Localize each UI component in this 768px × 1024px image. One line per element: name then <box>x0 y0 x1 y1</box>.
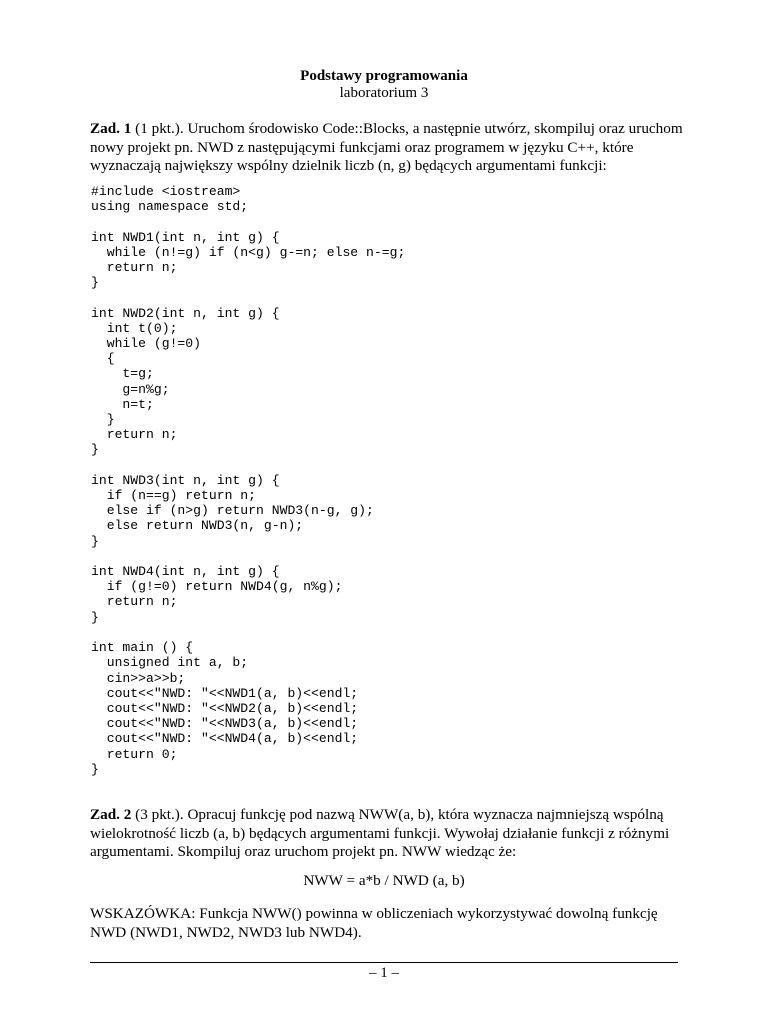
code-line: n=t; <box>91 396 154 412</box>
code-line: if (g!=0) return NWD4(g, n%g); <box>91 579 343 595</box>
code-line: } <box>91 533 99 549</box>
code-line: return n; <box>91 427 178 443</box>
hint-paragraph: WSKAZÓWKA: Funkcja NWW() powinna w obliczeniach wykorzystywać dowolną funkcję NWD (NWD1, NWD2, NWD3 lub NWD4). <box>90 905 658 941</box>
page-number: – 1 – <box>369 965 399 981</box>
code-line: g=n%g; <box>91 381 170 397</box>
code-line: { <box>91 351 115 367</box>
task-2-label: Zad. 2 <box>90 806 132 823</box>
code-line: while (n!=g) if (n<g) g-=n; else n-=g; <box>91 244 406 260</box>
code-line: t=g; <box>91 366 154 382</box>
footer-divider <box>90 962 678 963</box>
document-subtitle: laboratorium 3 <box>339 85 429 101</box>
task-1-paragraph <box>90 120 690 176</box>
code-line: cout<<"NWD: "<<NWD3(a, b)<<endl; <box>91 716 359 732</box>
code-line: cin>>a>>b; <box>91 670 186 686</box>
code-line: else if (n>g) return NWD3(n-g, g); <box>91 503 374 519</box>
code-listing <box>91 184 405 777</box>
code-line: #include <iostream> <box>91 184 241 199</box>
code-line: int t(0); <box>91 320 178 336</box>
document-title: Podstawy programowania <box>300 68 468 84</box>
code-line: int main () { <box>91 640 194 656</box>
code-line: else return NWD3(n, g-n); <box>91 518 304 534</box>
code-line: int NWD2(int n, int g) { <box>91 305 280 321</box>
code-line: cout<<"NWD: "<<NWD1(a, b)<<endl; <box>91 685 359 701</box>
task-2-paragraph <box>90 806 690 862</box>
task-1-label: Zad. 1 <box>90 120 132 137</box>
code-line: unsigned int a, b; <box>91 655 249 671</box>
code-line: int NWD4(int n, int g) { <box>91 564 280 580</box>
code-line: return n; <box>91 594 178 610</box>
code-line: while (g!=0) <box>91 336 202 352</box>
task-2-text: (3 pkt.). Opracuj funkcję pod nazwą NWW(a, b), która wyznacza najmniejszą wspólną wielokrotność liczb (a, b) będących argumentami funkcji. Wywołaj działanie funkcji z różnymi argumentami. Skompiluj oraz uruchom projekt pn. NWW wiedząc że: <box>90 806 670 860</box>
nww-formula: NWW = a*b / NWD (a, b) <box>303 872 465 889</box>
code-line: int NWD1(int n, int g) { <box>91 229 280 245</box>
code-line: cout<<"NWD: "<<NWD2(a, b)<<endl; <box>91 700 359 716</box>
task-1-text: (1 pkt.). Uruchom środowisko Code::Blocks, a następnie utwórz, skompiluj oraz uruchom nowy projekt pn. NWD z następującymi funkcjami oraz programem w języku C++, które wyznaczają największy wspólny dzielnik liczb (n, g) będących argumentami funkcji: <box>90 120 683 174</box>
code-line: } <box>91 609 99 625</box>
code-line: return n; <box>91 260 178 276</box>
code-line: using namespace std; <box>91 199 249 215</box>
code-line: } <box>91 275 99 291</box>
code-line: int NWD3(int n, int g) { <box>91 472 280 488</box>
code-line: cout<<"NWD: "<<NWD4(a, b)<<endl; <box>91 731 359 747</box>
code-line: if (n==g) return n; <box>91 488 257 504</box>
code-line: } <box>91 761 99 777</box>
code-line: return 0; <box>91 746 178 762</box>
code-line: } <box>91 442 99 458</box>
code-line: } <box>91 412 115 428</box>
